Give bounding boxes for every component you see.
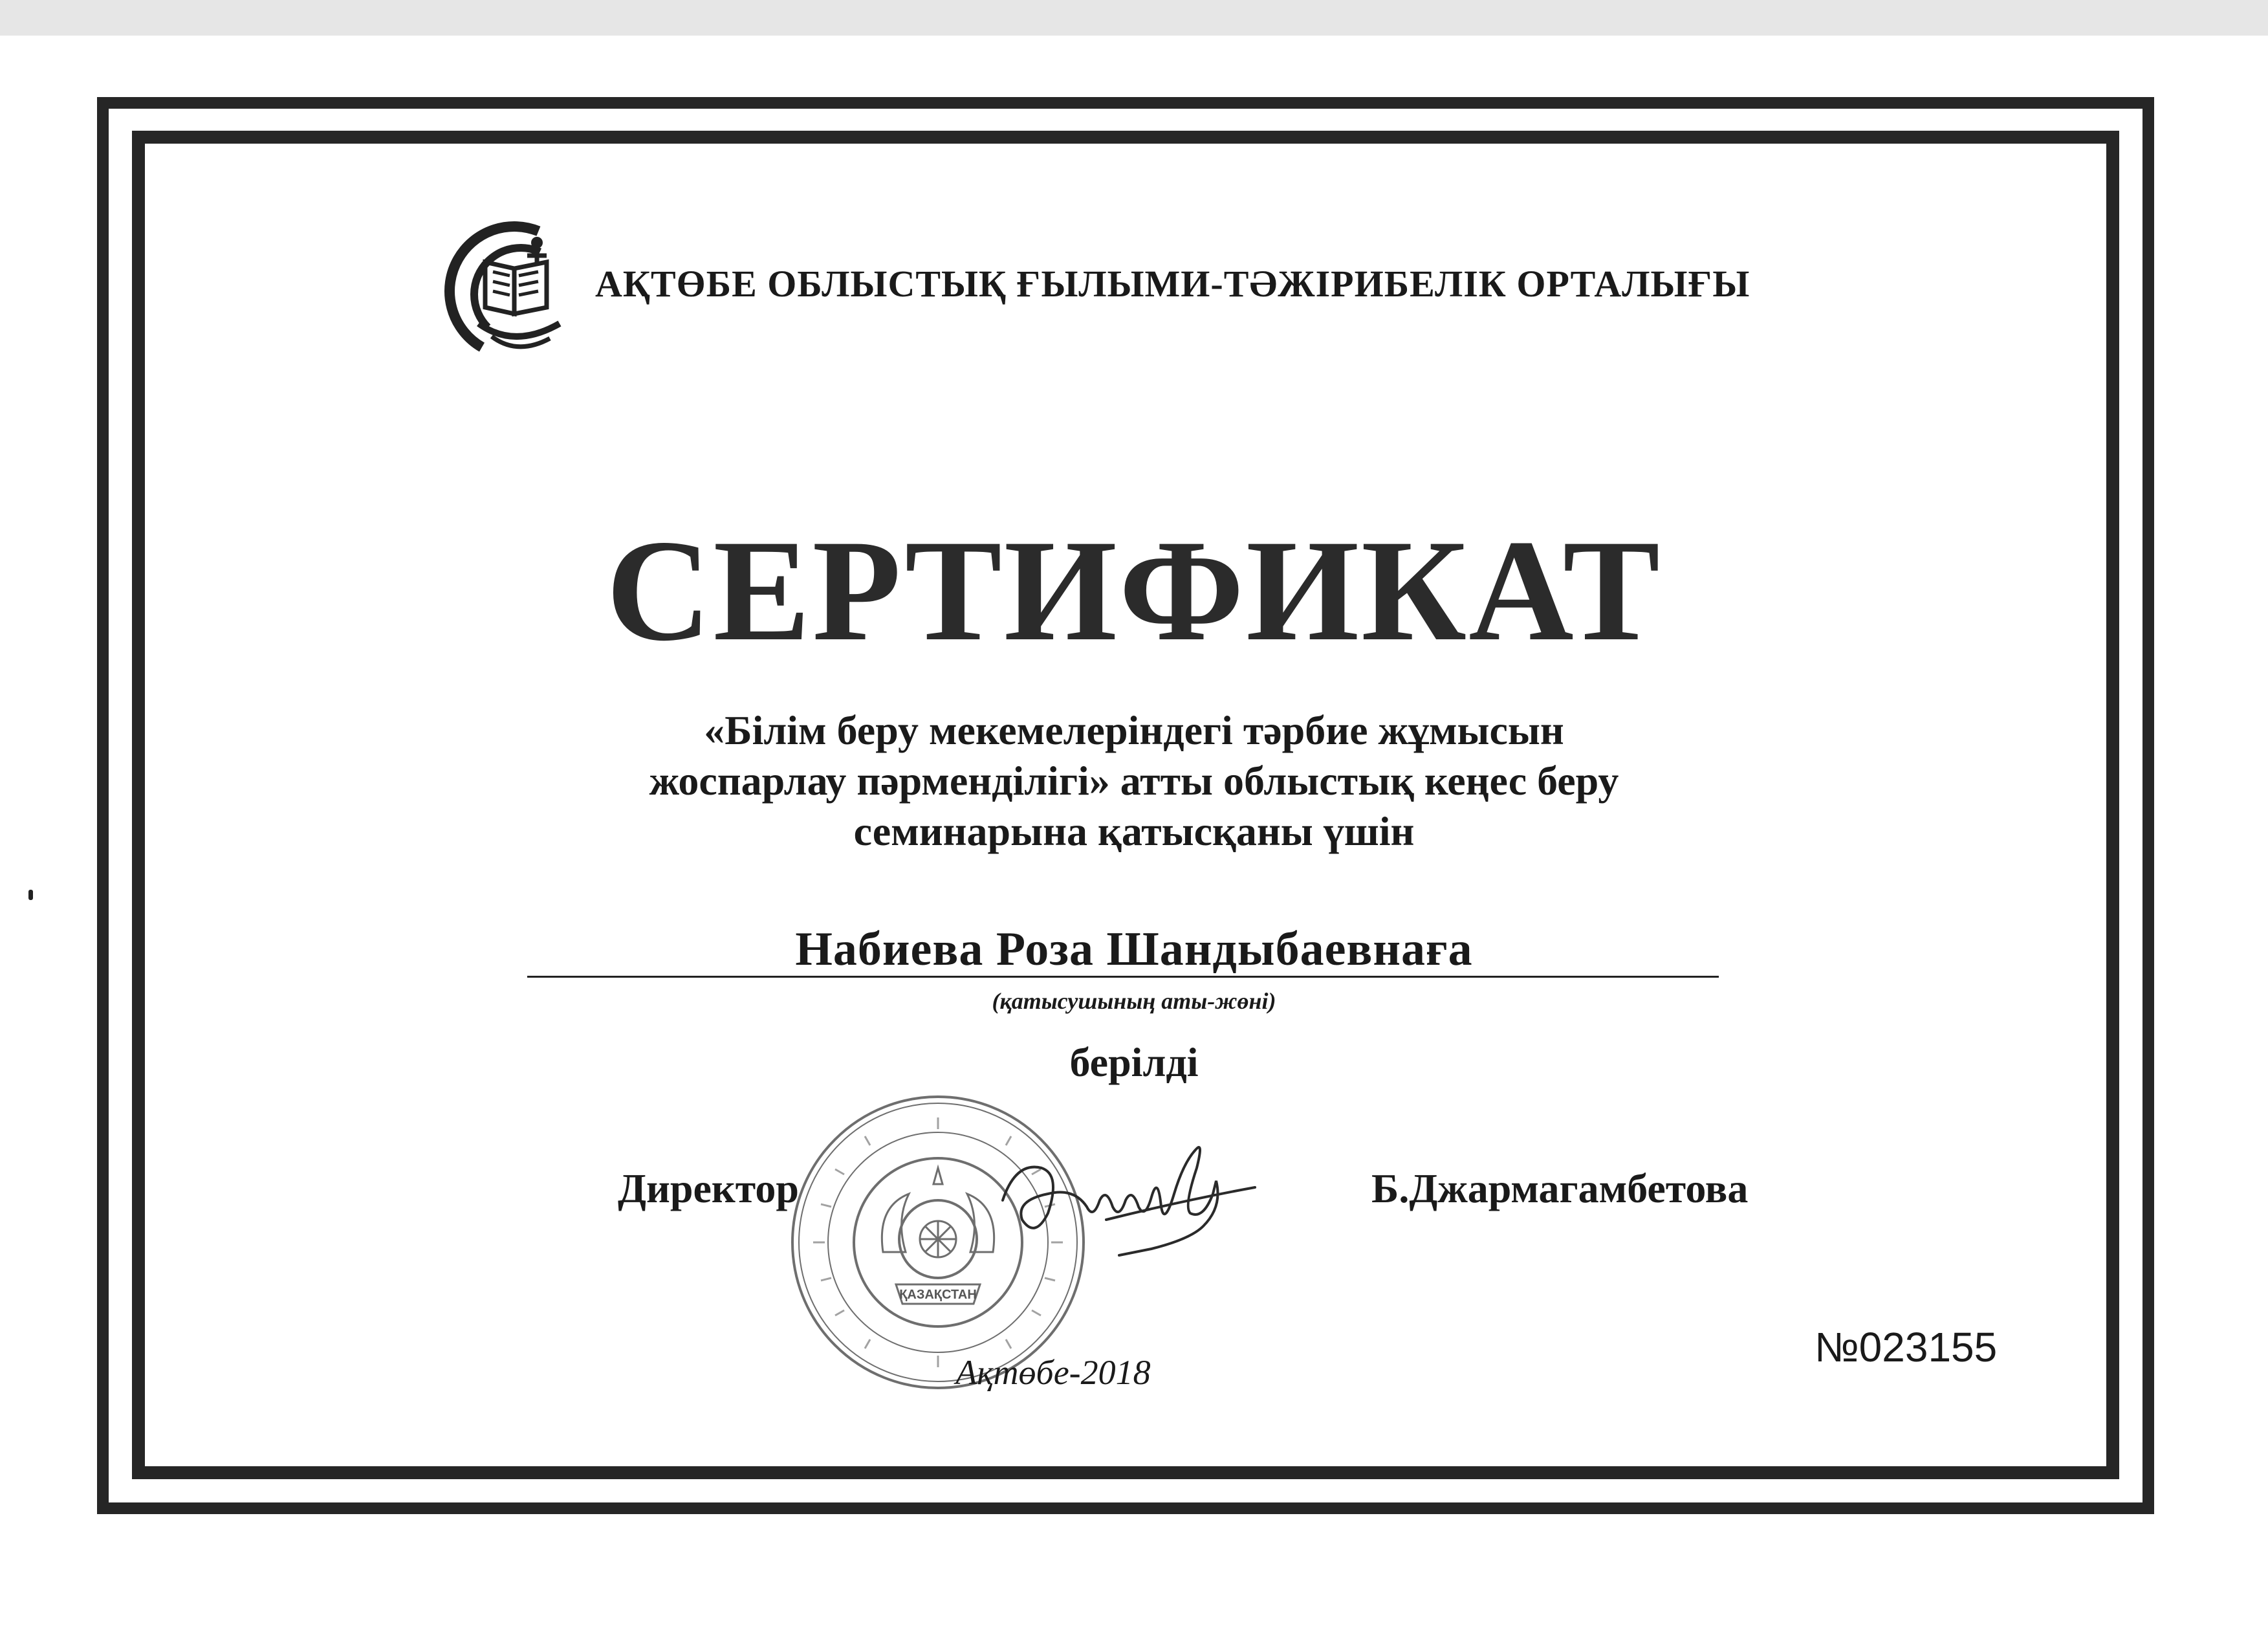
certificate-title: СЕРТИФИКАТ [605, 509, 1663, 671]
organization-name: АҚТӨБЕ ОБЛЫСТЫҚ ҒЫЛЫМИ-ТӘЖІРИБЕЛІК ОРТАЛЫҒЫ [595, 263, 1750, 305]
reason-line: семинарына қатысқаны үшін [853, 808, 1415, 854]
scan-top-shadow [0, 0, 2268, 36]
issued-label: берілді [1069, 1039, 1199, 1085]
reason-line: жоспарлау пәрмендiлiгi» атты облыстық кеңес беру [649, 758, 1619, 804]
director-name: Б.Джармагамбетова [1371, 1165, 1749, 1211]
recipient-name: Набиева Роза Шандыбаевнаға [795, 923, 1473, 976]
recipient-caption: (қатысушының аты-жөні) [992, 988, 1276, 1014]
certificate-number: №023155 [1815, 1324, 1998, 1370]
seal-center-text: ҚАЗАҚСТАН [899, 1288, 977, 1302]
recipient-underline [527, 976, 1719, 978]
certificate-reason [0, 705, 2268, 857]
reason-line: «Білім беру мекемелеріндегі тәрбие жұмысын [704, 707, 1564, 753]
city-year: Ақтөбе-2018 [955, 1353, 1151, 1392]
director-signature [990, 1123, 1261, 1271]
scan-mark [28, 890, 33, 900]
director-label: Директор [618, 1165, 799, 1211]
